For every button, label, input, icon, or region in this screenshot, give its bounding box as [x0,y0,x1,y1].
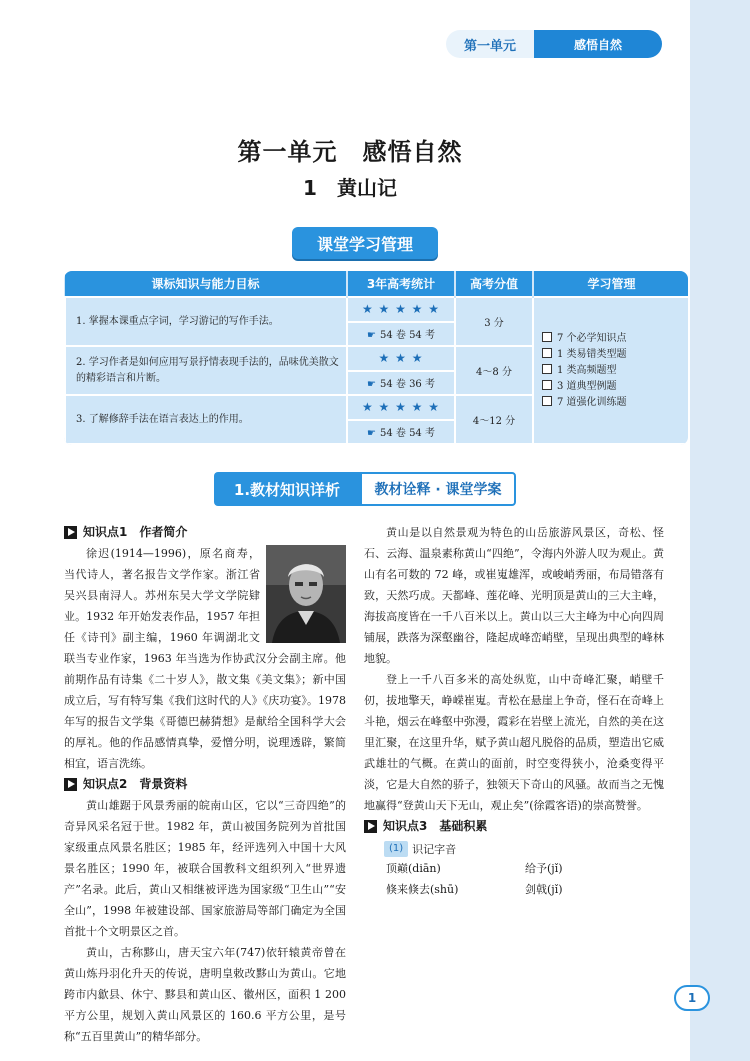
table-goal: 1. 掌握本课重点字词，学习游记的写作手法。 [65,297,347,346]
kp2-title: 背景资料 [139,777,188,791]
table-source: ☛ 54 卷 36 考 [347,371,455,396]
checklist-item: 1 类易错类型题 [542,347,688,363]
table-source: ☛ 54 卷 54 考 [347,420,455,445]
pointing-hand-icon: ☛ [367,428,376,440]
analysis-banner [214,472,516,506]
management-checklist [533,297,688,444]
play-triangle-icon [64,526,77,539]
table-header: 课标知识与能力目标 [65,271,347,297]
analysis-subtitle: 教材诠释 · 课堂学案 [360,472,516,506]
sub-label: 识记字音 [412,842,457,856]
vocab-item: 倏来倏去(shū) [386,883,459,896]
vocab-list [364,858,664,900]
right-column [364,522,664,900]
learning-management-table [64,271,688,445]
checklist-item: 7 道强化训练题 [542,395,688,411]
page-number: 1 [674,985,710,1011]
play-triangle-icon [64,778,77,791]
kp2-paragraph: 黄山，古称黟山，唐天宝六年(747)依轩辕黄帝曾在黄山炼丹羽化升天的传说，唐明皇敕改黟山为黄山。它地跨市内歙县、休宁、黟县和黄山区、徽州区，面积 1 200 平方公里，规划入黄山风景区的 160.6 平方公里，是号称“五百里黄山”的精华部分。 [64,946,346,1043]
unit-title: 第一单元 感悟自然 [237,138,463,166]
table-score: 4～8 分 [455,346,533,395]
table-source: ☛ 54 卷 54 考 [347,322,455,347]
checklist-item: 1 类高频题型 [542,363,688,379]
portrait-image [266,545,346,643]
section-heading-classroom: 课堂学习管理 [292,227,438,259]
kp1-title: 作者简介 [139,525,188,539]
kp3-label: 知识点3 [383,819,428,833]
table-header: 高考分值 [455,271,533,297]
author-portrait [266,545,346,643]
kp1-paragraph: 徐迟(1914—1996)，原名商寿，当代诗人，著名报告文学作家。浙江省吴兴县南浔人。苏州东吴大学文学院肄业。1932 年开始发表作品，1957 年担任《诗刊》副主编，1960 年调湖北文联当专业作家，1963 年当选为作协武汉分会副主席。他前期作品有诗集《二十岁人》，散文集《美文集》；新中国成立后，写有特写集《我们这时代的人》《庆功宴》。1978 年写的报告文学集《哥德巴赫猜想》是献给全国科学大会的厚礼。他的作品感情真挚，爱憎分明，说理透辟，繁简相宜，语言洗练。 [64,547,346,770]
running-header [446,30,662,58]
checkbox-icon [542,332,552,342]
kp2-label: 知识点2 [83,777,128,791]
header-unit: 第一单元 [446,30,534,58]
table-header: 学习管理 [533,271,688,297]
table-stars: ★ ★ ★ [347,346,455,371]
analysis-title: 1.教材知识详析 [214,472,360,506]
checkbox-icon [542,364,552,374]
kp1-label: 知识点1 [83,525,128,539]
kp1-heading [64,522,346,543]
kp2-paragraph: 黄山雄踞于风景秀丽的皖南山区，它以“三奇四绝”的奇异风采名冠于世。1982 年，黄山被国务院列为首批国家级重点风景名胜区；1985 年，经评选列入中国十大风景名胜区；1990 年，被联合国教科文组织列入“世界遗产”名录。此后，黄山又相继被评选为国家级“卫生山”“安全山”，1998 年被建设部、国家旅游局等部门确定为全国首批十个文明景区之首。 [64,799,346,938]
left-column [64,522,346,1047]
kp3-title: 基础积累 [439,819,488,833]
checkbox-icon [542,396,552,406]
kp3-heading [364,816,664,837]
vocab-item: 剑戟(jǐ) [525,883,563,896]
header-theme: 感悟自然 [534,30,662,58]
checkbox-icon [542,380,552,390]
table-stars: ★ ★ ★ ★ ★ [347,395,455,420]
checklist-item: 7 个必学知识点 [542,331,688,347]
lesson-title: 1 黄山记 [303,176,397,200]
sub-number-badge: (1) [384,841,408,857]
play-triangle-icon [364,820,377,833]
kp2-paragraph: 黄山是以自然景观为特色的山岳旅游风景区，奇松、怪石、云海、温泉素称黄山“四绝”，令海内外游人叹为观止。黄山有名可数的 72 峰，或崔嵬雄浑，或峻峭秀丽，布局错落有致，天然巧成。天都峰、莲花峰、光明顶是黄山的三大主峰，海拔高度皆在一千八百米以上。黄山以三大主峰为中心向四周铺展，跌落为深壑幽谷，隆起成峰峦峭壁，呈现出典型的峰林地貌。 [364,526,664,665]
table-goal: 3. 了解修辞手法在语言表达上的作用。 [65,395,347,444]
table-header: 3年高考统计 [347,271,455,297]
kp2-heading [64,774,346,795]
table-score: 3 分 [455,297,533,346]
kp3-subheading [384,840,456,858]
vocab-item: 给予(jǐ) [525,862,563,875]
table-stars: ★ ★ ★ ★ ★ [347,297,455,322]
pointing-hand-icon: ☛ [367,330,376,342]
table-goal: 2. 学习作者是如何应用写景抒情表现手法的，品味优美散文的精彩语言和片断。 [65,346,347,395]
pointing-hand-icon: ☛ [367,379,376,391]
kp2-paragraph: 登上一千八百多米的高处纵览，山中奇峰汇聚，峭壁千仞，拔地擎天，峥嵘崔嵬。青松在悬崖上争奇，怪石在奇峰上斗艳，烟云在峰壑中弥漫，霞彩在岩壁上流光，自然的美在这里汇聚，在这里升华，赋予黄山超凡脱俗的品质，塑造出它威武雄壮的气概。在黄山的面前，时空变得狭小，沧桑变得平淡，它是大自然的骄子，独领天下奇山的风骚。故而当之无愧地赢得“登黄山天下无山，观止矣”(徐霞客语)的崇高赞誉。 [364,673,664,812]
vocab-item: 顶巅(diān) [386,862,441,875]
table-score: 4～12 分 [455,395,533,444]
checklist-item: 3 道典型例题 [542,379,688,395]
checkbox-icon [542,348,552,358]
